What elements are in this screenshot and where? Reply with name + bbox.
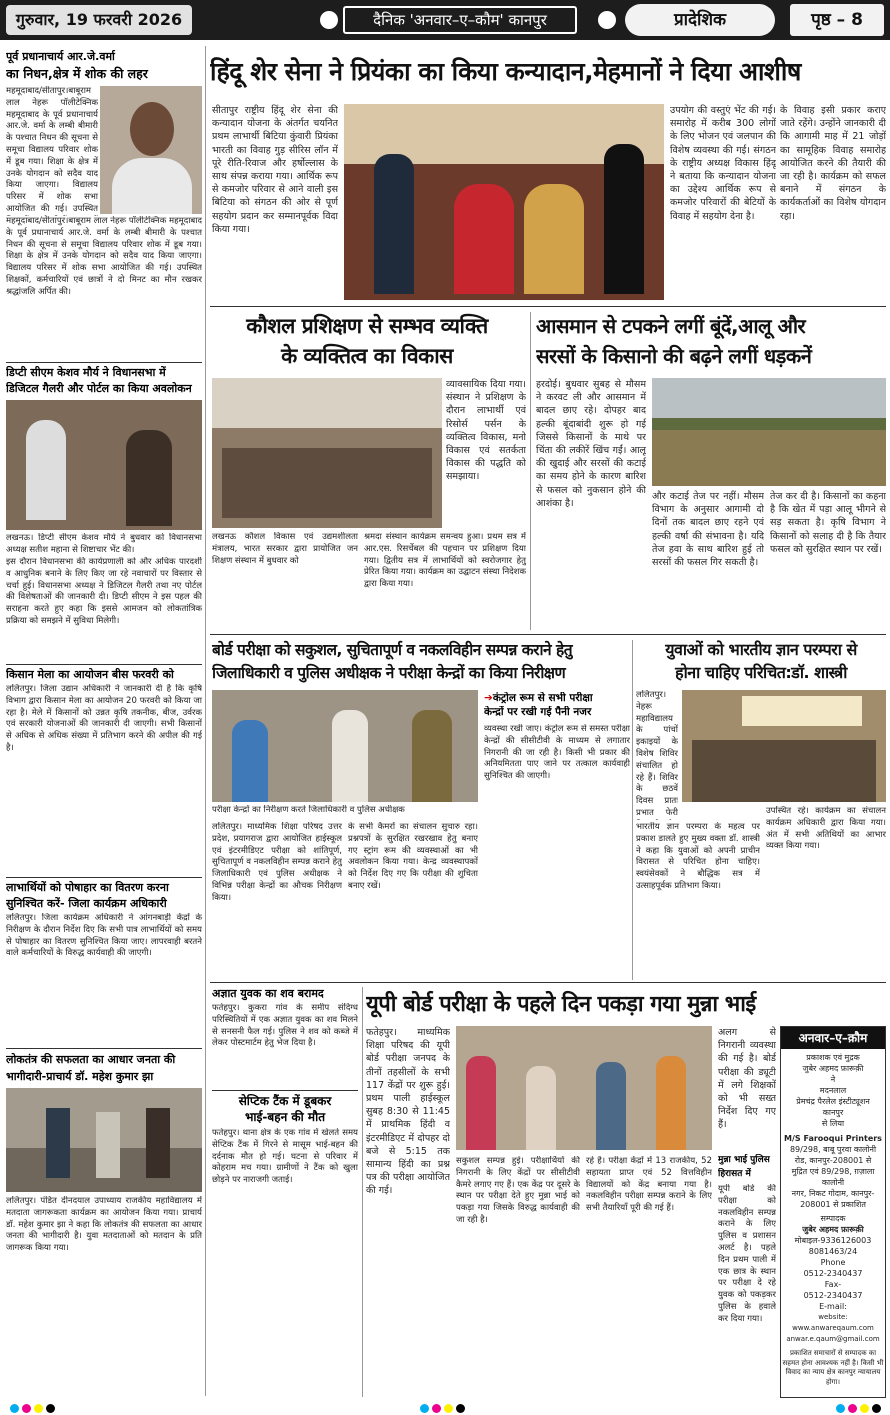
left-story-4-title-b: सुनिश्चित करें- जिला कार्यक्रम अधिकारी [6,897,167,910]
rain-headline-b: सरसों के किसानो की बढ़ने लगीं धड़कनें [536,344,812,368]
registration-dot-icon [444,1404,453,1413]
skill-caption: लखनऊ कौशल विकास एवं उद्यमशीलता मंत्रालय, भारत सरकार द्वारा प्रायोजित जन शिक्षण संस्थान में बुधवार को [212,532,358,566]
registration-dot-icon [848,1404,857,1413]
editor-label: सम्पादक [820,1214,846,1223]
header-bullet-icon [320,11,338,29]
left-story-4-text: ललितपुर। जिला कार्यक्रम अधिकारी ने आंगनबाड़ी केंद्रों के निरीक्षण के दौरान निर्देश दिए कि सभी पात्र लाभार्थियों को समय से पोषाहार का वितरण सुनिश्चित किया जाए। लापरवाही बरतने वाले कर्मचारियों के विरुद्ध कार्यवाही की जाएगी। [6,913,202,959]
rain-headline-a: आसमान से टपकने लगीं बूंदें,आलू और [536,314,806,338]
left-story-1-kicker: पूर्व प्रधानाचार्य आर.जे.वर्मा [6,50,115,63]
septic-tank-title-b: भाई-बहन की मौत [244,1110,326,1124]
registration-dot-icon [872,1404,881,1413]
registration-dot-icon [860,1404,869,1413]
registration-dot-icon [10,1404,19,1413]
registration-dot-icon [420,1404,429,1413]
left-story-3-text: ललितपुर। जिला उद्यान अधिकारी ने जानकारी दी है कि कृषि विभाग द्वारा किसान मेला का आयोजन 20 फरवरी को किया जा रहा है। मेले में किसानों को उन्नत कृषि तकनीक, बीज, उर्वरक एवं सरकारी योजनाओं की जानकारी दी जाएगी। सभी किसानों से अधिक से अधिक संख्या में प्रतिभाग करने की अपील की गई है। [6,684,202,753]
board-side-title-a-text: कंट्रोल रूम से सभी परीक्षा [492,692,593,704]
registration-dot-icon [46,1404,55,1413]
registration-dot-icon [836,1404,845,1413]
column-divider [530,312,531,630]
imprint-address: 208001 से प्रकाशित [800,1200,866,1209]
upboard-text-b: सकुशल सम्पन्न हुई। परीक्षार्थियों की निगरानी के लिए केंद्रों पर सीसीटीवी कैमरे लगाए गए हैं। एक केंद्र पर दूसरे के स्थान पर परीक्षा देते हुए मुन्ना भाई को पकड़ा गया जिसके विरुद्ध कार्यवाही की जा रही है। [456,1156,580,1225]
header-bullet-icon [598,11,616,29]
fax-label: Fax- [824,1280,842,1289]
left-story-1-text: महमूदाबाद/सीतापुर।बाबूराम लाल नेहरू पॉलीटेक्निक महमूदाबाद के पूर्व प्रधानाचार्य आर.जे. वर्मा के लम्बी बीमारी के पश्चात निधन की सूचना से समूचा विद्यालय परिवार शोक में डूब गया। शिक्षा के क्षेत्र में उनके योगदान को सदैव याद किया जाएगा। विद्यालय परिसर में शोक सभा आयोजित की गई। उपस्थित [6,86,98,214]
phone-number: 0512-2340437 [803,1269,863,1278]
registration-dot-icon [456,1404,465,1413]
left-story-2-title-a: डिप्टी सीएम केशव मौर्य ने विधानसभा में [6,366,166,379]
lead-text-b: उपयोग की वस्तुएं भेंट की गई। समारोह में करीब 300 लोगों के लिए भोजन एवं जलपान की विशेष व्यवस्था की गई। संगठन के राष्ट्रीय अध्यक्ष विकास हिंदू ने बताया कि कन्यादान योजना का उद्देश्य आर्थिक रूप से कमजोर परिवारों की बेटियों के विवाह में सहयोग देना है। [670,105,776,222]
left-story-5-text: ललितपुर। पंडित दीनदयाल उपाध्याय राजकीय महाविद्यालय में मतदाता जागरूकता कार्यक्रम का आयोजन किया गया। प्राचार्य डॉ. महेश कुमार झा ने कहा कि लोकतंत्र की सफलता का आधार जनता की भागीदारी है। युवा मतदाताओं को मतदान के प्रति जागरूक किया गया। [6,1196,202,1254]
left-story-1-title: का निधन,क्षेत्र में शोक की लहर [6,66,148,81]
left-story-1-text-more: महमूदाबाद/सीतापुर।बाबूराम लाल नेहरू पॉलीटेक्निक महमूदाबाद के पूर्व प्रधानाचार्य आर.जे. वर्मा के लम्बी बीमारी के पश्चात निधन की सूचना से समूचा विद्यालय परिवार शोक में डूब गया। शिक्षा के क्षेत्र में उनके योगदान को सदैव याद किया जाएगा। विद्यालय परिसर में शोक सभा आयोजित की गई। उपस्थित शिक्षकों, कर्मचारियों एवं छात्रों ने दो मिनट का मौन रखकर श्रद्धांजलि अर्पित की। [6,216,202,297]
board-headline-a: बोर्ड परीक्षा को सकुशल, सुचितापूर्ण व नकलविहीन सम्पन्न कराने हेतु [212,641,573,659]
imprint-line: प्रेमचंद्र पैरलेल इंस्टीट्यूशन [796,1097,870,1106]
email-label: E-mail: [819,1302,847,1311]
imprint-line: मदनलाल [819,1086,847,1095]
imprint-address: रोड, कानपुर-208001 से [794,1156,872,1165]
upboard-sub-title-2: हिरासत में [718,1169,751,1179]
skill-headline-b: के व्यक्तित्व का विकास [281,344,453,368]
editor-mobile: मोबाइल-9336126003 [794,1236,872,1245]
skill-training-photo [212,378,442,528]
skill-text-a: व्यावसायिक दिया गया।संस्थान ने प्रशिक्षण के दौरान लाभार्थी एवं रिसोर्स पर्सन के व्यक्तित्व विकास, मनो विकास एवं सतर्कता विकास की पद्धति को समझाया। [446,379,526,483]
left-story-5-title-b: भागीदारी-प्राचार्य डॉ. महेश कुमार झा [6,1070,154,1083]
upboard-text-a-cont [366,1250,450,1396]
inspection-photo [212,690,478,802]
board-text-a: ललितपुर। माध्यमिक शिक्षा परिषद उत्तर प्रदेश, प्रयागराज द्वारा आयोजित हाईस्कूल एवं इंटरमीडिएट परीक्षा को शांतिपूर्ण, सुचितापूर्ण व नकलविहीन सम्पन्न कराने हेतु जिलाधिकारी एवं पुलिस अधीक्षक ने विभिन्न परीक्षा केन्द्रों का औचक निरीक्षण किया। [212,822,342,903]
editor-name: जुबेर अहमद फ़ारूक़ी [802,1225,864,1234]
arrow-icon: ➔ [484,692,493,704]
email-address: anwar.e.qaum@gmail.com [786,1335,880,1343]
issue-date: गुरुवार, 19 फरवरी 2026 [6,5,192,35]
septic-tank-title-a: सेप्टिक टैंक में डूबकर [238,1094,332,1108]
divider [6,362,202,363]
rain-text-b: और कटाई तेज पर नहीं। मौसम विभाग के अनुसार आगामी दो दिनों तक बादल छाए रहने एवं हल्की वर्षा की संभावना है। यदि तेज हवा के साथ बारिश हुई तो सरसों की फसल गिर सकती है। [652,491,764,569]
college-event-photo [6,1088,202,1192]
board-side-text: व्यवस्था रखी जाए। कंट्रोल रूम से समस्त परीक्षा केन्द्रों की सीसीटीवी के माध्यम से लगातार निगरानी की जा रही है। किसी भी प्रकार की अनियमितता पाए जाने पर तत्काल कार्यवाही सुनिश्चित की जाएगी। [484,724,630,782]
farm-field-photo [652,378,886,486]
left-story-1-text-cont [6,216,202,356]
youth-headline-b: होना चाहिए परिचित:डॉ. शास्त्री [675,663,847,682]
registration-marks [0,1402,890,1415]
youth-text-c: उपस्थित रहे। कार्यक्रम का संचालन कार्यक्रम अधिकारी द्वारा किया गया। अंत में सभी अतिथियों का आभार व्यक्त किया गया। [766,806,886,852]
column-divider [205,46,206,1396]
phone-label: Phone [820,1258,846,1267]
unknown-body-title: अज्ञात युवक का शव बरामद [212,987,324,1000]
board-text-b: के सभी कैमरों का संचालन सुचारु रहा। प्रश्नपत्रों के सुरक्षित रखरखाव हेतु बनाए गए स्ट्रांग रूम की व्यवस्थाओं का भी अवलोकन किया गया। केन्द्र व्यवस्थापकों को निर्देश दिए गए कि परीक्षा की शुचिता बनाए रखें। [348,822,478,891]
nss-camp-photo [682,690,886,802]
assembly-photo [6,400,202,530]
septic-tank-text: फतेहपुर। थाना क्षेत्र के एक गांव में खेलते समय सेप्टिक टैंक में गिरने से मासूम भाई-बहन की दर्दनाक मौत हो गई। घटना से परिवार में कोहराम मच गया। ग्रामीणों ने टैंक को खुला छोड़ने पर नाराजगी जताई। [212,1128,358,1186]
upboard-text-d: अलग से निगरानी व्यवस्था की गई है। बोर्ड परीक्षा की ड्यूटी में लगे शिक्षकों को भी सख्त निर्देश दिए गए हैं। [718,1027,776,1131]
left-story-5-title-a: लोकतंत्र की सफलता का आधार जनता की [6,1053,176,1066]
lead-text-a: सीतापुर राष्ट्रीय हिंदू शेर सेना की कन्यादान योजना के अंतर्गत चयनित प्रथम लाभार्थी बिटिया कुंवारी प्रियंका भारती का विवाह गुड़ सीरिस लॉन में पूरे रीति-रिवाज और हर्षोल्लास के साथ संपन्न कराया गया। आर्थिक रूप से कमजोर परिवार से आने वाली इस बिटिया को संगठन की ओर से पूर्ण सहयोग प्रदान कर सम्मानपूर्वक विदा किया गया। [212,105,338,235]
printer-name: M/S Farooqui Printers [784,1134,882,1143]
skill-text-b: श्रमदा संस्थान कार्यक्रम समन्वय हुआ। प्रथम सत्र में आर.एस. रिसर्चेबल की पहचान पर प्रशिक्षण दिया गया। द्वितीय सत्र में लाभार्थियों को स्वरोजगार हेतु प्रेरित किया गया। कार्यक्रम का उद्घाटन संस्था निदेशक द्वारा किया गया। [364,532,526,590]
imprint-line: से लिया [821,1119,845,1128]
imprint-address: 89/298, बाबू पुरवा कालोनी [789,1145,877,1154]
left-story-3-title: किसान मेला का आयोजन बीस फरवरी को [6,668,174,681]
lead-headline: हिंदू शेर सेना ने प्रियंका का किया कन्यादान,मेहमानों ने दिया आशीष [210,57,801,86]
divider [210,982,886,983]
imprint-address: मुद्रित एवं 89/298, ग़ज़ाला कालोनी [791,1167,875,1187]
divider [6,664,202,665]
page-number: पृष्ठ – 8 [790,4,884,36]
left-story-2-text: इस दौरान विधानसभा की कार्यप्रणाली को और अधिक पारदर्शी व आधुनिक बनाने के लिए किए जा रहे नवाचारों पर विस्तार से चर्चा हुई। विधानसभा अध्यक्ष ने डिजिटल गैलरी तथा नए पोर्टल की विशेषताओं की जानकारी दी। डिप्टी सीएम ने इस पहल की सराहना करते हुए कहा कि इससे आमजन को लोकतांत्रिक प्रक्रिया को समझने में सुविधा मिलेगी। [6,557,202,626]
rain-text-c: तेज कर दी है। किसानों का कहना है कि खेत में पड़ा आलू भीगने से सड़ सकता है। कृषि विभाग ने किसानों को सलाह दी है कि तैयार फसल को सुरक्षित स्थान पर रखें। [770,491,886,555]
paper-name: दैनिक 'अनवार–ए–कौम' कानपुर [343,6,577,34]
skill-headline-a: कौशल प्रशिक्षण से सम्भव व्यक्ति [246,314,488,338]
upboard-text-a: फतेहपुर। माध्यमिक शिक्षा परिषद की यूपी बोर्ड परीक्षा जनपद के तीनों तहसीलों के सभी 117 केंद्रों पर शुरू हुई। प्रथम पाली हाईस्कूल सुबह 8:30 से 11:45 में प्राथमिक हिंदी व इंटरमीडिएट में दोपहर दो बजे से 5:15 तक सामान्य हिंदी का प्रश्न पत्र की परीक्षा आयोजित की गई। [366,1027,450,1197]
portrait-photo [100,86,202,214]
fax-number: 0512-2340437 [803,1291,863,1300]
upboard-sub-text: यूपी बोर्ड की परीक्षा को नकलविहीन सम्पन्न कराने के लिए पुलिस व प्रशासन अलर्ट है। पहले दिन प्रथम पाली में एक छात्र के स्थान पर परीक्षा दे रहे युवक को पकड़कर पुलिस के हवाले कर दिया गया। [718,1184,776,1324]
board-side-title-b: केन्द्रों पर रखी गई पैनी नजर [484,706,592,718]
board-headline-b: जिलाधिकारी व पुलिस अधीक्षक ने परीक्षा केन्द्रों का किया निरीक्षण [212,664,566,682]
youth-text-a: ललितपुर। नेहरू महाविद्यालय के पांचों इकाइयों के विशेष शिविर संचालित हो रहे हैं। शिविर के छठवें दिवस प्रातः प्रभात फेरी [636,690,678,818]
registration-dot-icon [432,1404,441,1413]
registration-dot-icon [22,1404,31,1413]
divider [6,1048,202,1049]
divider [6,877,202,878]
imprint-details [782,1052,884,1396]
exam-hall-photo [456,1026,712,1150]
divider [212,1090,358,1091]
disclaimer: प्रकाशित समाचारों से सम्पादक का सहमत होना आवश्यक नहीं है। किसी भी विवाद का न्याय क्षेत्र कानपुर न्यायालय होगा। [782,1349,884,1386]
imprint-masthead: अनवार–ए–क़ौम [781,1027,885,1049]
upboard-headline: यूपी बोर्ड परीक्षा के पहले दिन पकड़ा गया मुन्ना भाई [366,992,756,1017]
left-story-2-caption: लखनऊ। डिप्टी सीएम केशव मौर्य ने बुधवार को विधानसभा अध्यक्ष सतीश महाना से शिष्टाचार भेंट की। [6,533,202,555]
left-story-2-title-b: डिजिटल गैलरी और पोर्टल का किया अवलोकन [6,382,192,395]
editor-mobile-2: 8081463/24 [808,1247,858,1256]
unknown-body-text: फतेहपुर। कुकरा गांव के समीप संदिग्ध परिस्थितियों में एक अज्ञात युवक का शव मिलने से सनसनी फैल गई। पुलिस ने शव को कब्जे में लेकर पोस्टमार्टम हेतु भेज दिया है। [212,1003,358,1049]
rain-text-a: हरदोई। बुधवार सुबह से मौसम ने करवट ली और आसमान में बादल छाए रहे। दोपहर बाद हल्की बूंदाबांदी शुरू हो गई जिससे किसानों के माथे पर चिंता की लकीरें खिंच गईं। आलू की खुदाई और सरसों की कटाई का समय होने के कारण बारिश से फसल को नुकसान होने की आशंका है। [536,379,646,509]
imprint-line: कानपुर [822,1108,844,1117]
board-caption: परीक्षा केन्द्रों का निरीक्षण करते जिलाधिकारी व पुलिस अधीक्षक [212,805,405,815]
wedding-photo [344,104,664,300]
imprint-line: प्रकाशक एवं मुद्रक [806,1053,860,1062]
imprint-line: जुबेर अहमद फ़ारूक़ी [802,1064,864,1073]
divider [210,306,886,307]
section-label: प्रादेशिक [625,4,775,36]
website: website: www.anwareqaum.com [792,1313,874,1332]
column-divider [362,987,363,1397]
youth-text-b: भारतीय ज्ञान परम्परा के महत्व पर प्रकाश डालते हुए मुख्य वक्ता डॉ. शास्त्री ने कहा कि युवाओं को अपनी प्राचीन विरासत से परिचित होना चाहिए। स्वयंसेवकों ने बौद्धिक सत्र में उत्साहपूर्वक प्रतिभाग किया। [636,822,760,891]
column-divider [632,640,633,980]
upboard-sub-title: मुन्ना भाई पुलिस [718,1155,770,1165]
imprint-line: ने [830,1075,836,1084]
divider [210,634,886,635]
lead-text-c: के विवाह इसी प्रकार कराए जाते रहेंगे। उन्होंने जानकारी दी कि आगामी माह में 21 जोड़ों का सामूहिक विवाह समारोह आयोजित करने की तैयारी की जा रही है। कार्यक्रम को सफल बनाने में संगठन के कार्यकर्ताओं का विशेष योगदान रहा। [780,105,886,222]
registration-dot-icon [34,1404,43,1413]
youth-headline-a: युवाओं को भारतीय ज्ञान परम्परा से [665,640,857,659]
board-side-title-a [484,692,630,705]
left-story-4-title-a: लाभार्थियों को पोषाहार का वितरण करना [6,881,169,894]
upboard-text-c: रहे है। परीक्षा केंद्रों में 13 राजकीय, 52 सहायता प्राप्त एवं 52 वित्तविहीन विद्यालयों को केंद्र बनाया गया है। नकलविहीन परीक्षा सम्पन्न कराने के लिए सभी तैयारियाँ पूरी की गई हैं। [586,1156,712,1214]
imprint-address: नगर, निकट गोदाम, कानपुर- [791,1189,875,1198]
